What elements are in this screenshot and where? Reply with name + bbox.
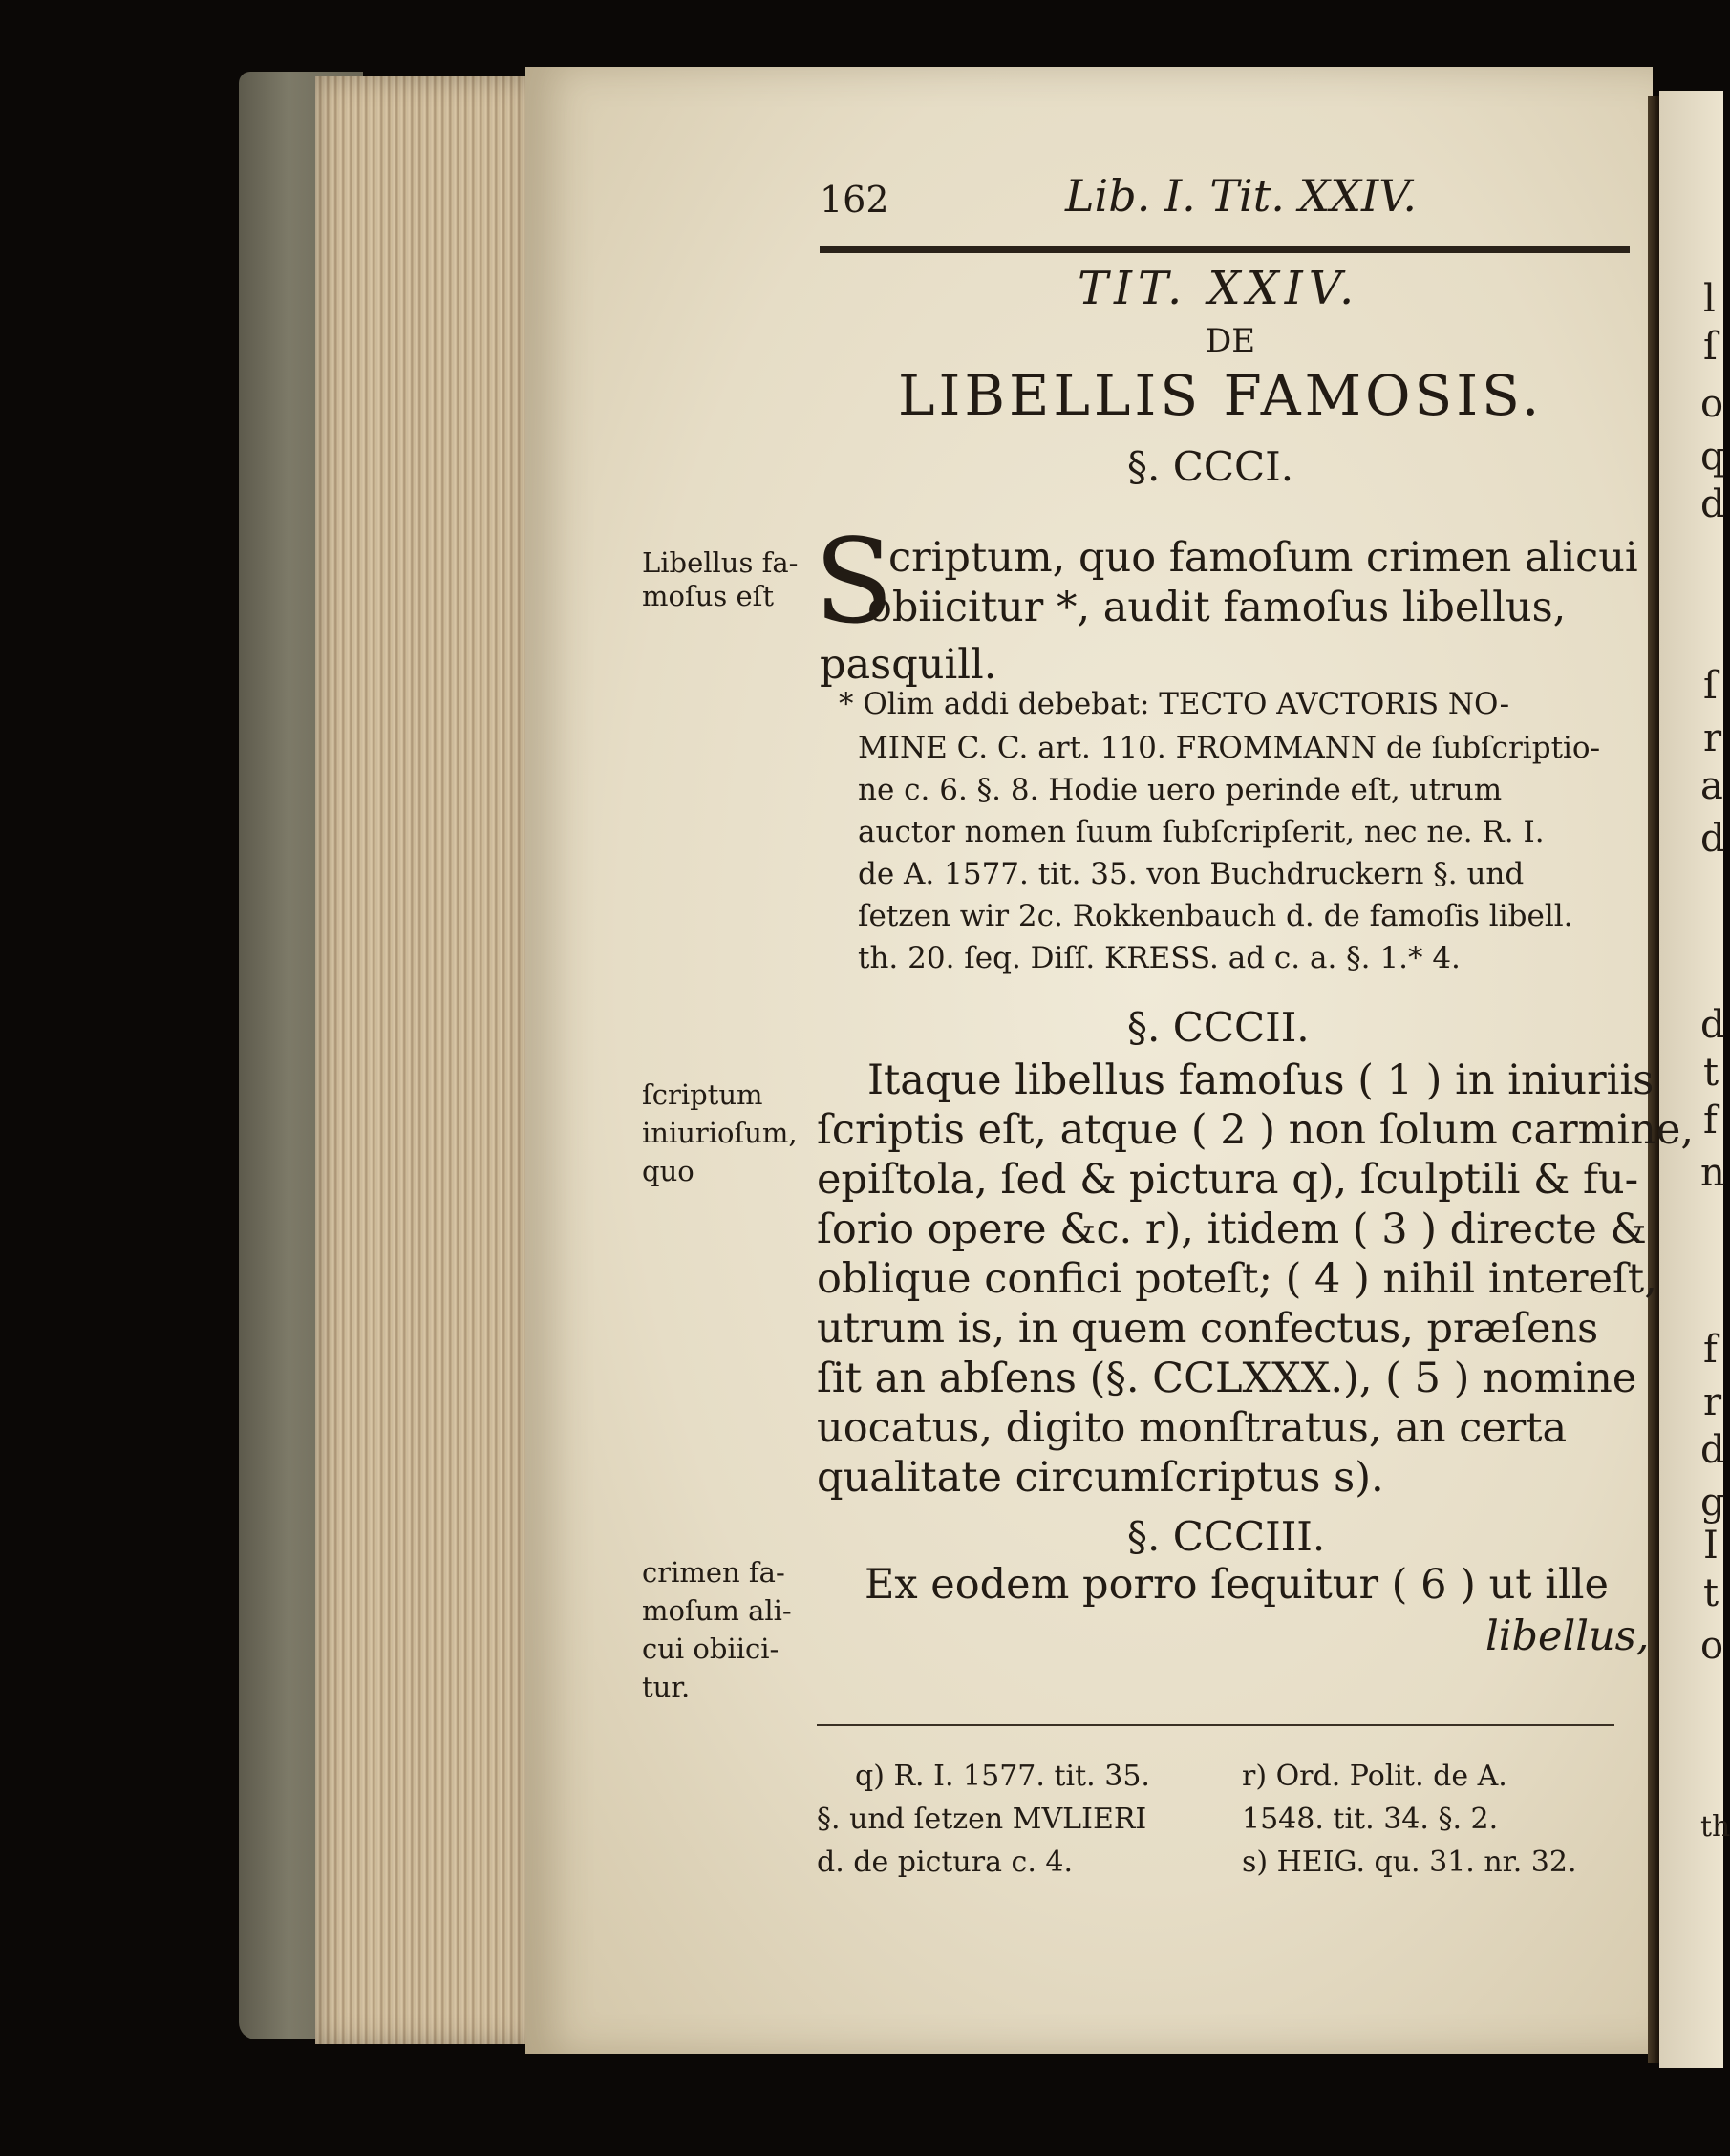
note-line: ſetzen wir 2c. Rokkenbauch d. de famoſis libell. bbox=[858, 899, 1573, 933]
footnote-line: §. und ſetzen MVLIERI bbox=[817, 1803, 1147, 1836]
margin-note-line: moſum ali- bbox=[642, 1594, 792, 1627]
margin-note-line: crimen fa- bbox=[642, 1556, 785, 1589]
body-line: ſit an abſens (§. CCLXXX.), ( 5 ) nomine bbox=[817, 1355, 1637, 1402]
page-number: 162 bbox=[820, 179, 889, 221]
footnote-rule bbox=[817, 1724, 1614, 1726]
body-line: Itaque libellus famoſus ( 1 ) in iniuriis bbox=[867, 1057, 1655, 1104]
facing-page-letter: th bbox=[1700, 1810, 1730, 1844]
facing-page-letter: a bbox=[1700, 764, 1723, 808]
facing-page-letter: q bbox=[1700, 435, 1725, 479]
running-head: Lib. I. Tit. XXIV. bbox=[1065, 170, 1417, 222]
facing-page-letter: r bbox=[1703, 716, 1722, 760]
note-line: MINE C. C. art. 110. FROMMANN de ſubſcriptio- bbox=[858, 731, 1601, 765]
note-line: de A. 1577. tit. 35. von Buchdruckern §. und bbox=[858, 857, 1525, 891]
footnote-line: s) HEIG. qu. 31. nr. 32. bbox=[1242, 1846, 1577, 1879]
facing-page-letter: g bbox=[1700, 1481, 1725, 1525]
header-rule bbox=[820, 246, 1630, 253]
facing-page-letter: f bbox=[1703, 1328, 1718, 1372]
page-edges bbox=[315, 76, 535, 2044]
body-line: epiſtola, ſed & pictura q), ſculptili & fu- bbox=[817, 1156, 1639, 1204]
facing-page-letter: d bbox=[1700, 1428, 1725, 1472]
body-line: oblique confici poteſt; ( 4 ) nihil intereſt, bbox=[817, 1255, 1657, 1303]
facing-page-letter: d bbox=[1700, 1003, 1725, 1047]
catchword: libellus, bbox=[1485, 1612, 1650, 1660]
facing-page-letter: d bbox=[1700, 482, 1725, 526]
facing-page-letter: I bbox=[1703, 1524, 1719, 1568]
note-line: th. 20. ſeq. Diſſ. KRESS. ad c. a. §. 1.* 4. bbox=[858, 941, 1461, 975]
margin-note-line: Libellus fa- bbox=[642, 546, 799, 579]
body-line: obiicitur *, audit famoſus libellus, bbox=[867, 584, 1567, 631]
chapter-title: LIBELLIS FAMOSIS. bbox=[898, 363, 1544, 428]
footnote-line: 1548. tit. 34. §. 2. bbox=[1242, 1803, 1499, 1836]
margin-note-line: cui obiici- bbox=[642, 1633, 780, 1665]
note-line: auctor nomen ſuum ſubſcripſerit, nec ne. R. I. bbox=[858, 815, 1545, 849]
facing-page-letter: o bbox=[1700, 382, 1724, 426]
body-line: ſcriptis eſt, atque ( 2 ) non ſolum carmine, bbox=[817, 1106, 1694, 1154]
drop-cap: S bbox=[814, 514, 894, 650]
footnote-line: d. de pictura c. 4. bbox=[817, 1846, 1074, 1879]
facing-page-letter: l bbox=[1703, 277, 1716, 321]
body-line: utrum is, in quem confectus, præſens bbox=[817, 1305, 1599, 1353]
body-line: Ex eodem porro ſequitur ( 6 ) ut ille bbox=[865, 1561, 1609, 1609]
title-number: TIT. XXIV. bbox=[1078, 262, 1360, 315]
margin-note-line: quo bbox=[642, 1155, 694, 1187]
facing-page-letter: n bbox=[1700, 1151, 1725, 1195]
note-line: * Olim addi debebat: TECTO AVCTORIS NO- bbox=[839, 687, 1510, 721]
facing-page-letter: ſ bbox=[1703, 664, 1718, 708]
section-heading: §. CCCI. bbox=[1127, 443, 1294, 490]
footnote-line: q) R. I. 1577. tit. 35. bbox=[855, 1760, 1150, 1793]
body-line: ſorio opere &c. r), itidem ( 3 ) directe & bbox=[817, 1206, 1647, 1253]
title-de: DE bbox=[1206, 322, 1256, 360]
note-line: ne c. 6. §. 8. Hodie uero perinde eſt, utrum bbox=[858, 773, 1503, 807]
body-line: qualitate circumſcriptus s). bbox=[817, 1454, 1384, 1502]
section-heading: §. CCCIII. bbox=[1127, 1513, 1326, 1560]
body-line: uocatus, digito monſtratus, an certa bbox=[817, 1404, 1568, 1452]
facing-page-letter: r bbox=[1703, 1380, 1722, 1424]
facing-page-letter: d bbox=[1700, 817, 1725, 861]
facing-page-letter: f bbox=[1703, 1099, 1718, 1142]
body-line: pasquill. bbox=[820, 641, 997, 689]
margin-note-line: ſcriptum bbox=[642, 1078, 763, 1111]
margin-note-line: tur. bbox=[642, 1671, 691, 1703]
footnote-line: r) Ord. Polit. de A. bbox=[1242, 1760, 1507, 1793]
facing-page-letter: ſ bbox=[1703, 325, 1718, 369]
margin-note-line: moſus eſt bbox=[642, 580, 775, 612]
section-heading: §. CCCII. bbox=[1127, 1004, 1310, 1051]
facing-page-letter: t bbox=[1703, 1571, 1719, 1615]
margin-note-line: iniurioſum, bbox=[642, 1117, 798, 1149]
facing-page-letter: o bbox=[1700, 1624, 1724, 1668]
body-line: criptum, quo famoſum crimen alicui bbox=[888, 534, 1638, 582]
facing-page-letter: t bbox=[1703, 1051, 1719, 1095]
